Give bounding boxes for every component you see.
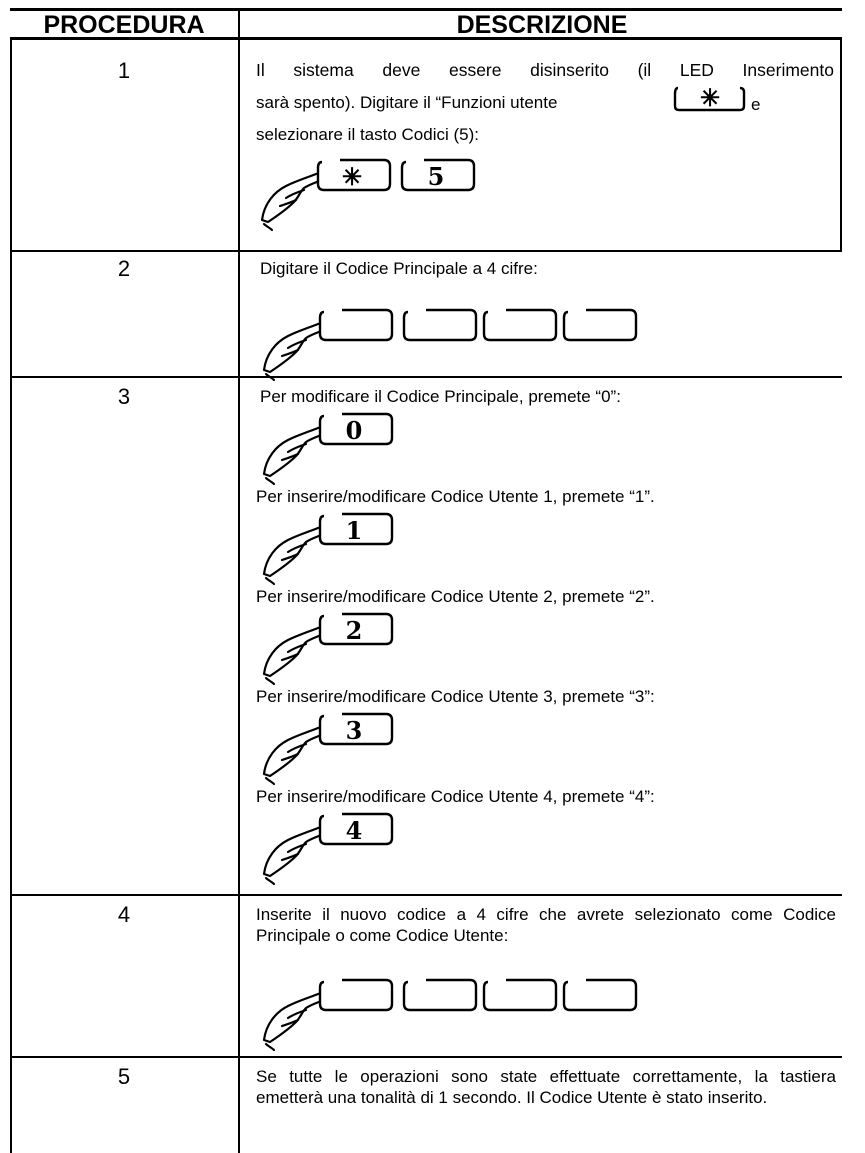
svg-text:4: 4 [345,816,363,845]
keypad-key-icon [404,310,476,340]
step-number: 1 [117,58,131,83]
step-2-text: Digitare il Codice Principale a 4 cifre: [260,259,538,278]
keypad-illustration [262,808,642,888]
keypad-key-icon [484,310,556,340]
keypad-key-icon [484,980,556,1010]
table-right-border [840,38,842,252]
description-column-header: DESCRIZIONE [456,11,628,39]
svg-text:3: 3 [345,716,363,745]
keypad-key-icon [320,714,392,745]
keypad-key-icon [404,980,476,1010]
keypad-key-icon [320,614,392,645]
svg-text:2: 2 [345,616,363,645]
keypad-illustration [262,608,642,688]
keypad-key-icon [320,814,392,845]
svg-text:✳: ✳ [699,83,721,112]
keypad-key-icon [564,980,636,1010]
step-1-line: Il sistema deve essere disinserito (il LED Inserimento [256,60,834,80]
row-divider [10,250,842,252]
keypad-illustration [262,508,642,588]
step-4-text: Inserite il nuovo codice a 4 cifre che avrete selezionato come Codice Principale o come Codice Utente: [256,905,836,945]
step-1-line: sarà spento). Digitare il “Funzioni utente [256,93,558,112]
keypad-illustration [260,154,640,234]
step-1-line: e [751,95,761,114]
step-5-text: Se tutte le operazioni sono state effettuate correttamente, la tastiera emetterà una tonalità di 1 secondo. Il Codice Utente è stato inserito. [256,1067,836,1107]
step-number: 3 [117,384,131,409]
keypad-key-icon [318,160,390,191]
step-number: 5 [117,1064,131,1089]
keypad-illustration [262,408,642,488]
keypad-key-icon [402,160,474,191]
step-3-instruction: Per inserire/modificare Codice Utente 3, premete “3”: [256,687,655,706]
row-divider [10,1056,842,1058]
step-3-instruction: Per inserire/modificare Codice Utente 4, premete “4”: [256,787,655,806]
keypad-key-icon [320,310,392,340]
step-1-line: selezionare il tasto Codici (5): [256,125,479,144]
keypad-key-icon [320,414,392,445]
svg-text:✳: ✳ [341,162,363,191]
keypad-key-icon [564,310,636,340]
keypad-illustration [262,304,642,384]
svg-text:5: 5 [427,162,445,191]
column-divider [238,8,240,1153]
procedure-column-header: PROCEDURA [43,11,205,39]
keypad-key-icon [320,980,392,1010]
table-left-border [10,38,12,1153]
keypad-illustration [262,708,642,788]
step-number: 4 [117,902,131,927]
step-number: 2 [117,256,131,281]
table-header [10,8,842,40]
step-3-instruction: Per inserire/modificare Codice Utente 1, premete “1”. [256,487,655,506]
svg-text:1: 1 [345,516,363,545]
star-key-icon [674,83,746,112]
procedure-table [10,8,842,1153]
row-divider [10,894,842,896]
step-3-instruction: Per modificare il Codice Principale, premete “0”: [260,387,621,406]
keypad-illustration [262,974,642,1054]
step-3-instruction: Per inserire/modificare Codice Utente 2, premete “2”. [256,587,655,606]
keypad-key-icon [320,514,392,545]
svg-text:0: 0 [345,416,363,445]
